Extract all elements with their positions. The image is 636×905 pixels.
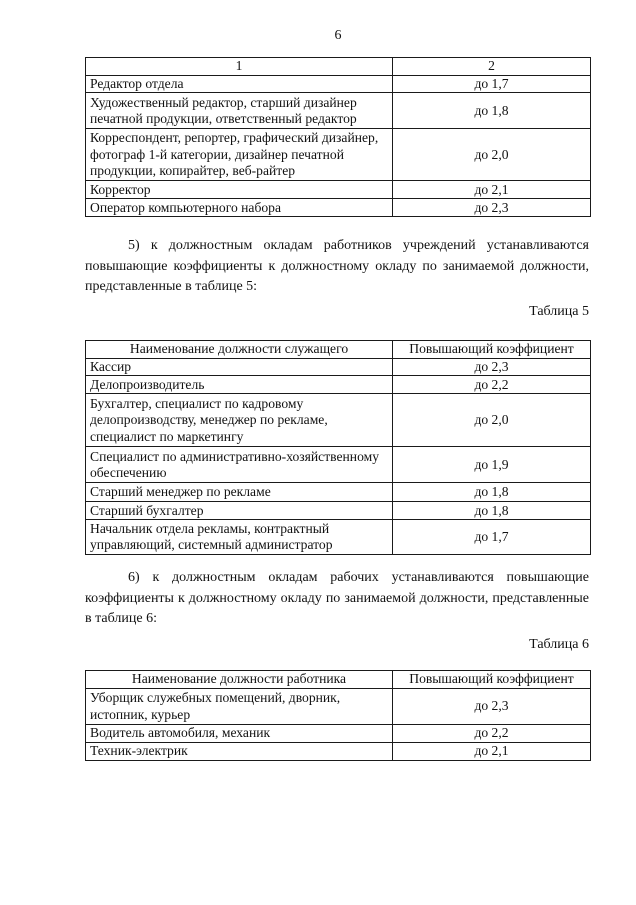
table-6 bbox=[85, 670, 591, 761]
column-header: Наименование должности работника bbox=[86, 671, 393, 689]
coefficient-cell: до 2,3 bbox=[393, 689, 591, 725]
coefficient-cell: до 2,3 bbox=[393, 359, 591, 376]
position-cell: Кассир bbox=[86, 359, 393, 376]
paragraph-text: 5) к должностным окладам работников учреждений устанавливаются повышающие коэффициенты к должностному окладу по занимаемой должности, представленные в таблице 5: bbox=[85, 238, 589, 294]
coefficient-cell: до 1,8 bbox=[393, 93, 591, 129]
position-cell: Делопроизводитель bbox=[86, 376, 393, 394]
position-cell: Корректор bbox=[86, 181, 393, 199]
table-6-caption: Таблица 6 bbox=[529, 637, 589, 652]
table-row bbox=[86, 394, 591, 447]
coefficient-cell: до 1,7 bbox=[393, 520, 591, 555]
table-row bbox=[86, 199, 591, 217]
table-row bbox=[86, 93, 591, 129]
coefficient-cell: до 1,8 bbox=[393, 483, 591, 502]
position-cell: Корреспондент, репортер, графический дизайнер, фотограф 1-й категории, дизайнер печатной продукции, копирайтер, веб-райтер bbox=[86, 129, 393, 181]
column-header: 1 bbox=[86, 58, 393, 76]
table-header-row bbox=[86, 671, 591, 689]
column-header: 2 bbox=[393, 58, 591, 76]
table-row bbox=[86, 520, 591, 555]
position-cell: Начальник отдела рекламы, контрактный управляющий, системный администратор bbox=[86, 520, 393, 555]
paragraph-6 bbox=[85, 568, 589, 630]
table-row bbox=[86, 483, 591, 502]
coefficient-cell: до 2,0 bbox=[393, 129, 591, 181]
position-cell: Уборщик служебных помещений, дворник, истопник, курьер bbox=[86, 689, 393, 725]
table-row bbox=[86, 743, 591, 761]
position-cell: Редактор отдела bbox=[86, 76, 393, 93]
position-cell: Техник-электрик bbox=[86, 743, 393, 761]
coefficient-cell: до 2,3 bbox=[393, 199, 591, 217]
position-cell: Художественный редактор, старший дизайнер печатной продукции, ответственный редактор bbox=[86, 93, 393, 129]
coefficient-cell: до 1,9 bbox=[393, 447, 591, 483]
position-cell: Бухгалтер, специалист по кадровому делопроизводству, менеджер по рекламе, специалист по маркетингу bbox=[86, 394, 393, 447]
position-cell: Старший менеджер по рекламе bbox=[86, 483, 393, 502]
coefficient-cell: до 1,7 bbox=[393, 76, 591, 93]
coefficient-cell: до 2,1 bbox=[393, 743, 591, 761]
table-header-row bbox=[86, 58, 591, 76]
table-row bbox=[86, 725, 591, 743]
column-header: Повышающий коэффициент bbox=[393, 671, 591, 689]
table-row bbox=[86, 359, 591, 376]
table-row bbox=[86, 376, 591, 394]
column-header: Повышающий коэффициент bbox=[393, 341, 591, 359]
table-5-caption: Таблица 5 bbox=[529, 304, 589, 319]
table-row bbox=[86, 502, 591, 520]
table-continued bbox=[85, 57, 591, 217]
position-cell: Водитель автомобиля, механик bbox=[86, 725, 393, 743]
table-row bbox=[86, 689, 591, 725]
table-row bbox=[86, 76, 591, 93]
table-row bbox=[86, 181, 591, 199]
paragraph-text: 6) к должностным окладам рабочих устанавливаются повышающие коэффициенты к должностному окладу по занимаемой должности, представленные в таблице 6: bbox=[85, 570, 589, 626]
coefficient-cell: до 1,8 bbox=[393, 502, 591, 520]
table-5 bbox=[85, 340, 591, 555]
position-cell: Старший бухгалтер bbox=[86, 502, 393, 520]
table-header-row bbox=[86, 341, 591, 359]
position-cell: Оператор компьютерного набора bbox=[86, 199, 393, 217]
coefficient-cell: до 2,2 bbox=[393, 376, 591, 394]
page-number: 6 bbox=[334, 28, 342, 43]
table-row bbox=[86, 129, 591, 181]
coefficient-cell: до 2,1 bbox=[393, 181, 591, 199]
table-row bbox=[86, 447, 591, 483]
position-cell: Специалист по административно-хозяйственному обеспечению bbox=[86, 447, 393, 483]
paragraph-5 bbox=[85, 236, 589, 298]
column-header: Наименование должности служащего bbox=[86, 341, 393, 359]
coefficient-cell: до 2,2 bbox=[393, 725, 591, 743]
coefficient-cell: до 2,0 bbox=[393, 394, 591, 447]
